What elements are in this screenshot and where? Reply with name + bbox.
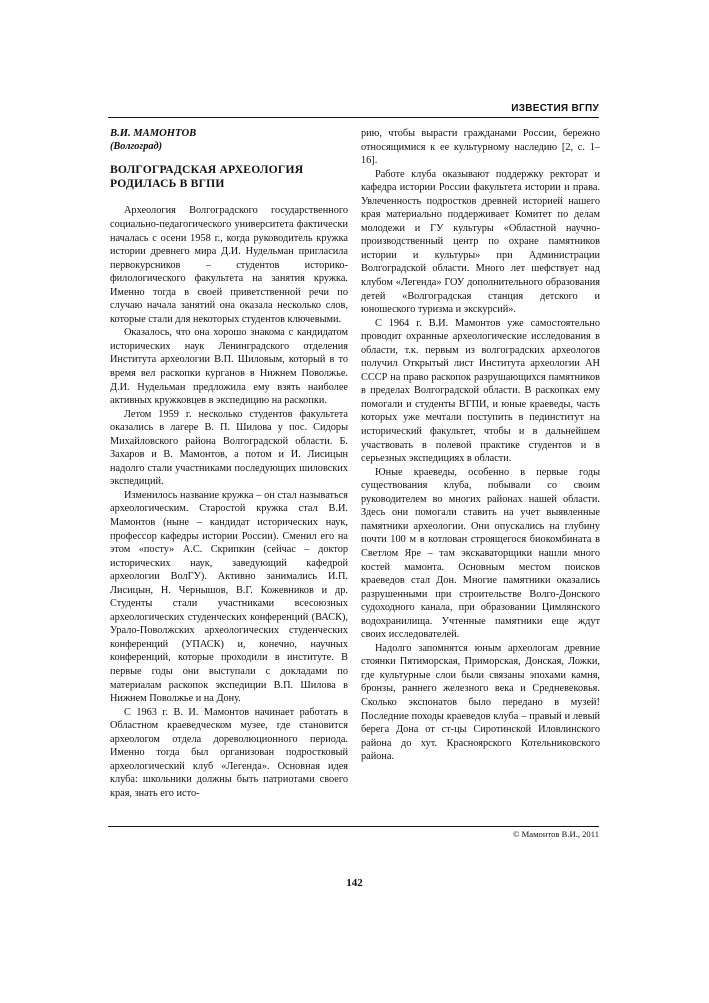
paragraph: Изменилось название кружка – он стал называться археологическим. Старостой кружка стал В.И. Мамонтов (ныне – кандидат исторических наук, профессор кафедры истории России). Сменил его на этом «посту» А.С. Скрипкин (сейчас – доктор исторических наук, заведующий кафедрой археологии ВолГУ). Активно занимались И.П. Лисицын, Н. Чернышов, В.Г. Кожевников и др. Студенты стали участниками всесоюзных археологических студенческих конференций (ВАСК), Урало-Поволжских археологических студенческих конференций (УПАСК) и, конечно, научных конференций, которые проходили в институте. В первые годы они выступали с докладами по материалам раскопок экспедиции В.П. Шилова в Нижнем Поволжье и на Дону. [110, 489, 348, 705]
article-title [110, 163, 348, 191]
header-rule [108, 117, 599, 118]
running-header [108, 103, 599, 119]
paragraph: С 1964 г. В.И. Мамонтов уже самостоятельно проводит охранные археологические исследования в области, т.к. первым из волгоградских археологов получил Открытый лист Института археологии АН СССР на право раскопок разрушающихся памятников в пределах Волгоградской области. В раскопках ему помогали и студенты ВГПИ, и юные краеведы, часть которых уже мечтали поступить в пединститут на исторический факультет, чтобы и в дальнейшем участвовать в полевой практике студентов и в серьезных экспедициях в области. [361, 317, 600, 465]
paragraph: Археология Волгоградского государственного социально-педагогического университета фактически началась с осени 1958 г., когда руководитель кружка истории древнего мира Д.И. Нудельман пригласила первокурсников – студентов историко-филологического факультета на занятия кружка. Именно тогда в своей приветственной речи по случаю начала занятий она оказала несколько слов, которые стали для некоторых студентов ключевыми. [110, 205, 348, 325]
author-name: В.И. МАМОНТОВ [110, 128, 197, 139]
page-number: 142 [346, 877, 363, 889]
paragraph: Летом 1959 г. несколько студентов факультета оказались в лагере В. П. Шилова у пос. Сидоры Михайловского района Волгоградской области. Б. Захаров и В. Мамонтов, а потом и И. Лисицын надолго стали участниками последующих шиловских экспедиций. [110, 408, 348, 488]
title-line-2: РОДИЛАСЬ В ВГПИ [110, 177, 225, 191]
right-column [361, 127, 600, 764]
title-line-1: ВОЛГОГРАДСКАЯ АРХЕОЛОГИЯ [110, 163, 304, 176]
left-column [110, 127, 348, 800]
paragraph: Юные краеведы, особенно в первые годы существования клуба, побывали со своим руководителем во многих районах нашей области. Здесь они помогали ставить на учет выявленные памятники археологии. Они опускались на глубину почти 100 м в котлован строящегося биокомбината в Светлом Яре – там экскаваторщики нашли много костей мамонта. Основным местом поисков краеведов стал Дон. Многие памятники оказались разрушенными при строительстве Волго-Донского судоходного канала, при образовании Цимлянского водохранилища. Учтенные памятники еще ждут своих исследователей. [361, 466, 600, 641]
copyright-notice: © Мамонтов В.И., 2011 [512, 829, 599, 839]
footer-rule [108, 826, 599, 827]
paragraph: Работе клуба оказывают поддержку ректорат и кафедра истории России факультета истории и права. Увлеченность подростков древней историей нашего края материально поддерживает Комитет по делам молодежи и ГУ культуры «Областной научно-производственный центр по охране памятников истории и культуры» при Администрации Волгоградской области. Много лет шефствует над клубом «Легенда» ГОУ дополнительного образования детей «Волгоградская станция детского и юношеского туризма и экскурсий». [361, 168, 600, 316]
paragraph: Надолго запомнятся юным археологам древние стоянки Пятиморская, Приморская, Донская, Ложки, где культурные слои были связаны эпохами камня, бронзы, раннего железного века и Средневековья. Сколько экспонатов было передано в музей! Последние походы краеведов клуба – правый и левый берега Дона от ст-цы Сиротинской Иловлинского района до хут. Красноярского Котельниковского района. [361, 642, 600, 763]
paragraph: С 1963 г. В. И. Мамонтов начинает работать в Областном краеведческом музее, где становится археологом отдела дореволюционного периода. Именно тогда был организован подростковый археологический клуб «Легенда». Основная идея клуба: школьники должны быть патриотами своего края, знать его исто- [110, 706, 348, 799]
journal-title: ИЗВЕСТИЯ ВГПУ [511, 103, 599, 114]
paragraph: Оказалось, что она хорошо знакома с кандидатом исторических наук Ленинградского отделения Института археологии В.П. Шиловым, который в то время вел раскопки курганов в Нижнем Поволжье. Д.И. Нудельман предложила ему взять наиболее активных кружковцев в экспедицию на раскопки. [110, 327, 348, 407]
author-city: (Волгоград) [110, 141, 163, 152]
paragraph-continuation: рию, чтобы вырасти гражданами России, бережно относящимися к ее культурному наследию [2, с. 1–16]. [361, 128, 600, 167]
